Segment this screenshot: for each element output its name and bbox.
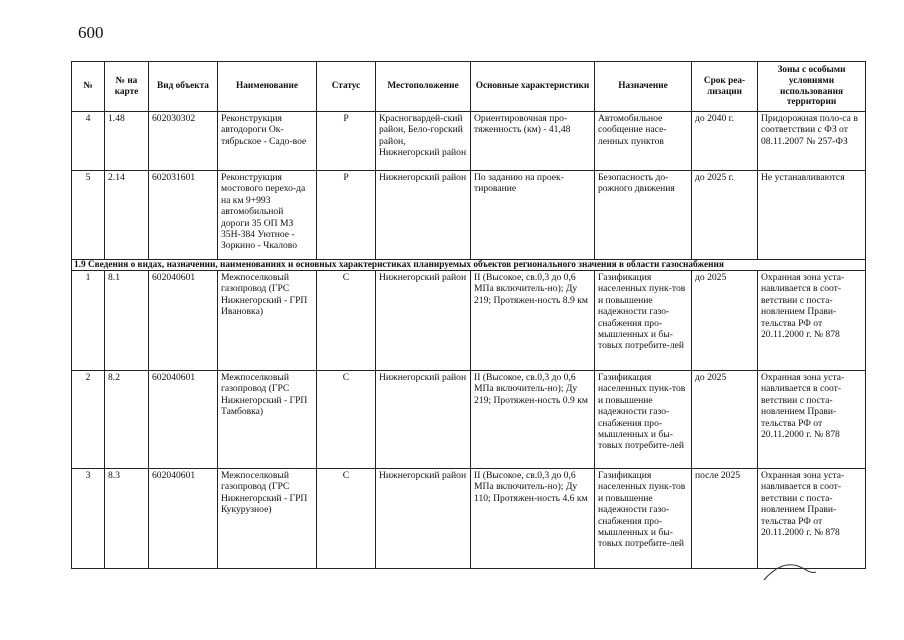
cell-status: С: [317, 371, 376, 469]
cell-map-num: 2.14: [105, 171, 149, 260]
cell-map-num: 8.1: [105, 271, 149, 371]
table-row: [72, 112, 866, 171]
section-row: [72, 260, 866, 271]
cell-num: 4: [72, 112, 105, 171]
header-purpose: Назначение: [595, 62, 692, 112]
cell-characteristics: По заданию на проек-тирование: [471, 171, 595, 260]
cell-term: до 2025 г.: [692, 171, 758, 260]
cell-location: Нижнегорский район: [376, 171, 471, 260]
cell-num: 2: [72, 371, 105, 469]
cell-num: 1: [72, 271, 105, 371]
page-number: 600: [78, 23, 104, 42]
cell-map-num: 8.2: [105, 371, 149, 469]
cell-object-type: 602040601: [149, 469, 218, 569]
cell-num: 5: [72, 171, 105, 260]
header-location: Местоположение: [376, 62, 471, 112]
objects-table: [71, 61, 866, 569]
cell-characteristics: Ориентировочная про-тяженность (км) - 41,48: [471, 112, 595, 171]
header-zones: Зоны с особыми условиями использования территории: [758, 62, 866, 112]
cell-term: до 2025: [692, 271, 758, 371]
header-object-type: Вид объекта: [149, 62, 218, 112]
cell-name: Межпоселковый газопровод (ГРС Нижнегорский - ГРП Кукурузное): [218, 469, 317, 569]
cell-num: 3: [72, 469, 105, 569]
table-row: [72, 469, 866, 569]
cell-status: Р: [317, 171, 376, 260]
cell-characteristics: II (Высокое, св.0,3 до 0,6 МПа включитель-но); Ду 110; Протяжен-ность 4.6 км: [471, 469, 595, 569]
header-characteristics: Основные характеристики: [471, 62, 595, 112]
cell-term: после 2025: [692, 469, 758, 569]
cell-characteristics: II (Высокое, св.0,3 до 0,6 МПа включитель-но); Ду 219; Протяжен-ность 0.9 км: [471, 371, 595, 469]
table-row: [72, 371, 866, 469]
cell-status: С: [317, 469, 376, 569]
cell-object-type: 602040601: [149, 271, 218, 371]
cell-purpose: Газификация населенных пунк-тов и повышение надежности газо-снабжения про-мышленных и бы-товых потребите-лей: [595, 469, 692, 569]
cell-purpose: Газификация населенных пунк-тов и повышение надежности газо-снабжения про-мышленных и бы-товых потребите-лей: [595, 371, 692, 469]
cell-purpose: Автомобильное сообщение насе-ленных пунктов: [595, 112, 692, 171]
cell-location: Нижнегорский район: [376, 469, 471, 569]
cell-name: Реконструкция мостового перехо-да на км 9+993 автомобильной дороги 35 ОП МЗ 35Н-384 Уютное - Зоркино - Чкалово: [218, 171, 317, 260]
header-term: Срок реа-лизации: [692, 62, 758, 112]
cell-location: Нижнегорский район: [376, 271, 471, 371]
table-row: [72, 171, 866, 260]
cell-term: до 2040 г.: [692, 112, 758, 171]
header-name: Наименование: [218, 62, 317, 112]
cell-zones: Охранная зона уста-навливается в соот-ветствии с поста-новлением Прави-тельства РФ от 20.11.2000 г. № 878: [758, 469, 866, 569]
cell-zones: Придорожная поло-са в соответствии с ФЗ от 08.11.2007 № 257-ФЗ: [758, 112, 866, 171]
cell-map-num: 8.3: [105, 469, 149, 569]
cell-purpose: Газификация населенных пунк-тов и повышение надежности газо-снабжения про-мышленных и бы-товых потребите-лей: [595, 271, 692, 371]
cell-name: Межпоселковый газопровод (ГРС Нижнегорский - ГРП Тамбовка): [218, 371, 317, 469]
cell-object-type: 602040601: [149, 371, 218, 469]
header-row: [72, 62, 866, 112]
table-row: [72, 271, 866, 371]
cell-object-type: 602031601: [149, 171, 218, 260]
section-title: 1.9 Сведения о видах, назначении, наименованиях и основных характеристиках планируемых объектов регионального значения в области газоснабжения: [72, 260, 866, 271]
cell-map-num: 1.48: [105, 112, 149, 171]
header-status: Статус: [317, 62, 376, 112]
cell-name: Реконструкция автодороги Ок-тябрьское - Садо-вое: [218, 112, 317, 171]
cell-location: Нижнегорский район: [376, 371, 471, 469]
signature-mark: [760, 560, 820, 584]
cell-location: Красногвардей-ский район, Бело-горский район, Нижнегорский район: [376, 112, 471, 171]
cell-status: Р: [317, 112, 376, 171]
cell-zones: Охранная зона уста-навливается в соот-ветствии с поста-новлением Прави-тельства РФ от 20.11.2000 г. № 878: [758, 271, 866, 371]
cell-zones: Не устанавливаются: [758, 171, 866, 260]
cell-zones: Охранная зона уста-навливается в соот-ветствии с поста-новлением Прави-тельства РФ от 20.11.2000 г. № 878: [758, 371, 866, 469]
cell-object-type: 602030302: [149, 112, 218, 171]
header-num: №: [72, 62, 105, 112]
cell-name: Межпоселковый газопровод (ГРС Нижнегорский - ГРП Ивановка): [218, 271, 317, 371]
cell-term: до 2025: [692, 371, 758, 469]
cell-status: С: [317, 271, 376, 371]
header-map-num: № на карте: [105, 62, 149, 112]
cell-characteristics: II (Высокое, св.0,3 до 0,6 МПа включитель-но); Ду 219; Протяжен-ность 8.9 км: [471, 271, 595, 371]
cell-purpose: Безопасность до-рожного движения: [595, 171, 692, 260]
